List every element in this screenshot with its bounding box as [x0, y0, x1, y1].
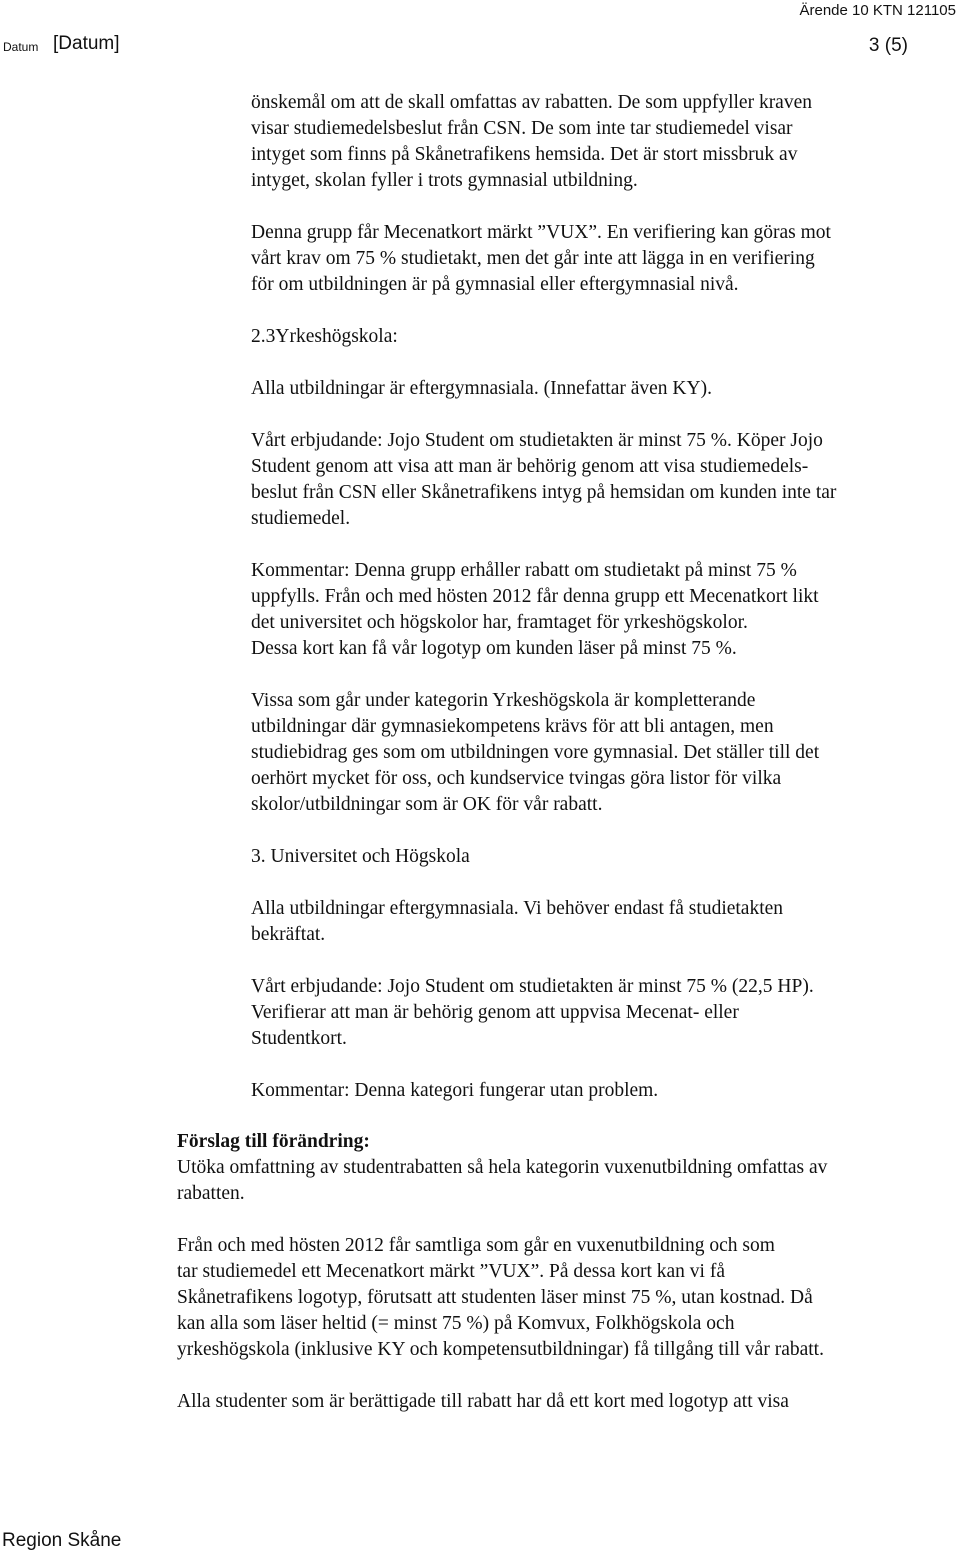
paragraph-line: Vissa som går under kategorin Yrkeshögskola är kompletterande — [251, 690, 756, 711]
paragraph-line: intyget, skolan fyller i trots gymnasial utbildning. — [251, 170, 638, 191]
paragraph-line: Studentkort. — [251, 1028, 347, 1049]
paragraph-line: Alla studenter som är berättigade till rabatt har då ett kort med logotyp att visa — [177, 1391, 789, 1412]
section-heading: 3. Universitet och Högskola — [251, 846, 470, 867]
paragraph-line: bekräftat. — [251, 924, 326, 945]
paragraph-line: visar studiemedelsbeslut från CSN. De som inte tar studiemedel visar — [251, 118, 793, 139]
paragraph-line: kan alla som läser heltid (= minst 75 %) på Komvux, Folkhögskola och — [177, 1313, 735, 1334]
paragraph-line: studiebidrag ges som om utbildningen vore gymnasial. Det ställer till det — [251, 742, 820, 763]
paragraph-line: Vårt erbjudande: Jojo Student om studietakten är minst 75 % (22,5 HP). — [251, 976, 814, 997]
paragraph-line: Alla utbildningar är eftergymnasiala. (Innefattar även KY). — [251, 378, 712, 399]
paragraph-line: tar studiemedel ett Mecenatkort märkt ”VUX”. På dessa kort kan vi få — [177, 1261, 725, 1282]
paragraph-line: Student genom att visa att man är behörig genom att visa studiemedels- — [251, 456, 809, 477]
paragraph-line: Denna grupp får Mecenatkort märkt ”VUX”. En verifiering kan göras mot — [251, 222, 831, 243]
proposal-heading: Förslag till förändring: — [177, 1131, 370, 1152]
paragraph-line: skolor/utbildningar som är OK för vår rabatt. — [251, 794, 603, 815]
paragraph-line: önskemål om att de skall omfattas av rabatten. De som uppfyller kraven — [251, 92, 812, 113]
paragraph-line: Verifierar att man är behörig genom att uppvisa Mecenat- eller — [251, 1002, 739, 1023]
paragraph-line: utbildningar där gymnasiekompetens krävs för att bli antagen, men — [251, 716, 774, 737]
paragraph-line: yrkeshögskola (inklusive KY och kompetensutbildningar) få tillgång till vår rabatt. — [177, 1339, 824, 1360]
paragraph-line: Utöka omfattning av studentrabatten så hela kategorin vuxenutbildning omfattas av — [177, 1157, 828, 1178]
page-number: 3 (5) — [868, 35, 908, 56]
date-label: Datum — [3, 40, 39, 54]
date-value: [Datum] — [53, 33, 120, 54]
section-heading: 2.3Yrkeshögskola: — [251, 326, 398, 347]
paragraph-line: Från och med hösten 2012 får samtliga som går en vuxenutbildning och som — [177, 1235, 775, 1256]
footer-organization: Region Skåne — [2, 1530, 122, 1551]
paragraph-line: Dessa kort kan få vår logotyp om kunden läser på minst 75 %. — [251, 638, 737, 659]
paragraph-line: Skånetrafikens logotyp, förutsatt att studenten läser minst 75 %, utan kostnad. Då — [177, 1287, 813, 1308]
paragraph-line: Vårt erbjudande: Jojo Student om studietakten är minst 75 %. Köper Jojo — [251, 430, 823, 451]
paragraph-line: intyget som finns på Skånetrafikens hemsida. Det är stort missbruk av — [251, 144, 798, 165]
paragraph-line: för om utbildningen är på gymnasial eller eftergymnasial nivå. — [251, 274, 739, 295]
paragraph-line: Alla utbildningar eftergymnasiala. Vi behöver endast få studietakten — [251, 898, 784, 919]
case-reference: Ärende 10 KTN 121105 — [799, 2, 956, 19]
paragraph-line: rabatten. — [177, 1183, 245, 1204]
paragraph-line: oerhört mycket för oss, och kundservice tvingas göra listor för vilka — [251, 768, 782, 789]
paragraph-line: Kommentar: Denna grupp erhåller rabatt om studietakt på minst 75 % — [251, 560, 797, 581]
paragraph-line: det universitet och högskolor har, framtaget för yrkeshögskolor. — [251, 612, 748, 633]
paragraph-line: Kommentar: Denna kategori fungerar utan problem. — [251, 1080, 659, 1101]
paragraph-line: beslut från CSN eller Skånetrafikens intyg på hemsidan om kunden inte tar — [251, 482, 837, 503]
paragraph-line: uppfylls. Från och med hösten 2012 får denna grupp ett Mecenatkort likt — [251, 586, 819, 607]
paragraph-line: studiemedel. — [251, 508, 351, 529]
paragraph-line: vårt krav om 75 % studietakt, men det går inte att lägga in en verifiering — [251, 248, 815, 269]
